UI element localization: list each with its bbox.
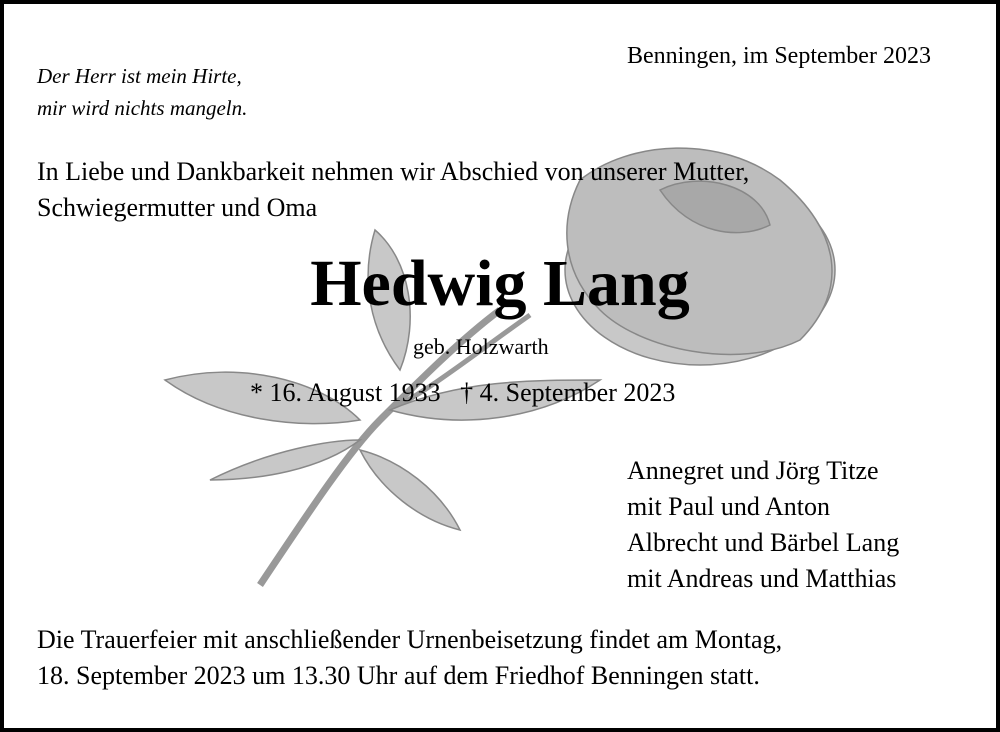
intro-line-2: Schwiegermutter und Oma	[37, 193, 318, 222]
quote-line-1: Der Herr ist mein Hirte,	[37, 64, 242, 88]
mourner-line: mit Andreas und Matthias	[627, 564, 897, 593]
service-line-2: 18. September 2023 um 13.30 Uhr auf dem Friedhof Benningen statt.	[37, 661, 760, 690]
mourner-line: Albrecht und Bärbel Lang	[627, 528, 900, 557]
birth-name: geb. Holzwarth	[413, 334, 549, 359]
mourner-line: mit Paul und Anton	[627, 492, 830, 521]
service-line-1: Die Trauerfeier mit anschließender Urnenbeisetzung findet am Montag,	[37, 625, 783, 654]
place-date: Benningen, im September 2023	[627, 43, 931, 69]
intro-line-1: In Liebe und Dankbarkeit nehmen wir Abschied von unserer Mutter,	[37, 157, 750, 186]
quote-line-2: mir wird nichts mangeln.	[37, 96, 248, 120]
life-dates: * 16. August 1933 † 4. September 2023	[250, 378, 676, 407]
mourner-line: Annegret und Jörg Titze	[627, 456, 879, 485]
deceased-name: Hedwig Lang	[310, 247, 690, 320]
